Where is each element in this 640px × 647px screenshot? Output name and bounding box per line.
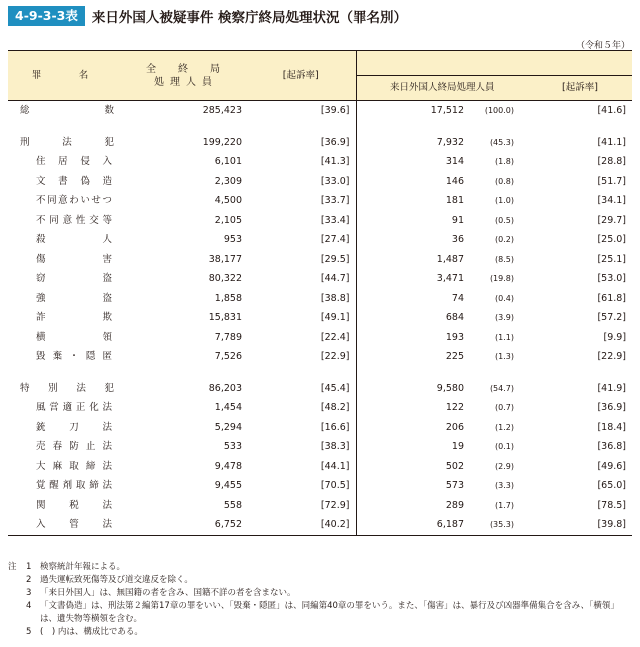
row-all-rate: [29.5]	[320, 253, 350, 265]
row-all-processed: 38,177	[208, 253, 242, 265]
row-foreign-processed: 122	[356, 398, 468, 418]
row-all-rate: [33.4]	[320, 214, 350, 226]
header-all-line2: 処理人員	[154, 76, 218, 88]
row-foreign-rate: [65.0]	[597, 480, 627, 491]
row-foreign-share: (54.7)	[489, 383, 514, 393]
row-foreign-processed: 573	[356, 476, 468, 496]
table-row	[8, 152, 632, 172]
row-foreign-processed: 9,580	[356, 379, 468, 399]
row-foreign-rate: [18.4]	[597, 421, 627, 433]
row-all-processed: 6,752	[126, 515, 246, 535]
row-crime-name: 特別法犯	[20, 382, 114, 394]
row-foreign-rate: [51.7]	[597, 175, 627, 187]
header-spacer	[356, 51, 632, 76]
header-all-line1: 全 終 局	[146, 63, 226, 75]
row-crime-name: 住居侵入	[36, 156, 112, 167]
row-all-processed: 1,454	[214, 402, 242, 413]
row-foreign-share: (19.8)	[489, 274, 514, 283]
note-text: ( ) 内は、構成比である。	[40, 627, 143, 637]
note-label: 注	[8, 562, 17, 572]
row-all-rate: [38.8]	[320, 292, 350, 304]
note-label	[8, 587, 26, 600]
note-label	[8, 600, 26, 626]
row-foreign-share: (0.8)	[495, 176, 514, 186]
row-all-processed: 7,789	[214, 331, 242, 343]
row-all-rate: [39.6]	[320, 105, 350, 116]
row-foreign-share: (45.3)	[489, 137, 514, 147]
row-foreign-rate: [34.1]	[597, 195, 627, 206]
row-foreign-rate: [41.6]	[597, 105, 627, 116]
row-all-processed: 533	[223, 441, 242, 452]
row-foreign-rate: [53.0]	[597, 273, 627, 284]
row-foreign-rate: [41.1]	[597, 136, 627, 148]
row-foreign-rate: [39.8]	[528, 515, 632, 535]
note-number: 4	[26, 601, 32, 611]
row-foreign-share: (8.5)	[495, 254, 514, 264]
row-foreign-processed: 314	[356, 152, 468, 172]
row-crime-name: 売春防止法	[36, 441, 112, 452]
era-note: （令和５年）	[575, 41, 630, 51]
table-row	[8, 211, 632, 231]
note-text: 検察統計年報による。	[40, 562, 126, 572]
row-all-rate: [33.7]	[320, 195, 350, 206]
note-number: 3	[26, 588, 32, 598]
notes	[8, 561, 634, 639]
row-all-processed: 199,220	[202, 136, 242, 148]
row-foreign-share: (35.3)	[468, 515, 528, 535]
row-foreign-share: (0.7)	[495, 403, 514, 412]
row-crime-name: 不同意性交等	[36, 214, 112, 226]
row-crime-name: 詐 欺	[36, 312, 112, 323]
table-row	[8, 269, 632, 289]
row-foreign-processed: 1,487	[356, 250, 468, 270]
row-foreign-processed: 3,471	[356, 269, 468, 289]
row-foreign-processed: 206	[356, 418, 468, 438]
row-foreign-processed: 17,512	[356, 101, 468, 121]
row-all-processed: 9,478	[214, 460, 242, 472]
table-row	[8, 250, 632, 270]
row-all-processed: 86,203	[208, 382, 242, 394]
row-all-rate: [44.7]	[320, 273, 350, 284]
row-all-processed: 285,423	[202, 105, 242, 116]
row-all-processed: 15,831	[208, 312, 242, 323]
note-number: 2	[26, 575, 32, 585]
row-foreign-rate: [36.8]	[597, 441, 627, 452]
row-foreign-share: (3.9)	[495, 313, 514, 322]
row-foreign-processed: 36	[356, 230, 468, 250]
row-foreign-rate: [41.9]	[597, 382, 627, 394]
row-all-processed: 80,322	[208, 273, 242, 284]
row-crime-name: 傷 害	[36, 253, 112, 265]
row-all-rate: [41.3]	[320, 156, 350, 167]
header-rate: [起訴率]	[246, 51, 356, 101]
table-row	[8, 496, 632, 516]
row-foreign-processed: 74	[356, 289, 468, 309]
row-foreign-processed: 181	[356, 191, 468, 211]
header-foreign: 来日外国人終局処理人員	[356, 76, 528, 101]
table-row	[8, 457, 632, 477]
row-foreign-processed: 7,932	[356, 133, 468, 153]
row-crime-name: 刑 法 犯	[20, 136, 114, 148]
row-crime-name: 不同意わいせつ	[36, 195, 112, 206]
row-foreign-share: (1.2)	[495, 422, 514, 432]
row-foreign-processed: 6,187	[356, 515, 468, 535]
title-bar	[8, 6, 407, 26]
row-all-rate: [48.2]	[320, 402, 350, 413]
row-foreign-rate: [9.9]	[603, 331, 627, 343]
header-crime: 罪 名	[8, 51, 126, 101]
data-table	[8, 50, 632, 536]
row-crime-name: 毀棄・隠匿	[36, 351, 112, 362]
row-all-processed: 7,526	[214, 351, 242, 362]
table-row	[8, 191, 632, 211]
row-foreign-processed: 193	[356, 328, 468, 348]
note-number: 1	[26, 562, 32, 572]
row-foreign-rate: [29.7]	[597, 214, 627, 226]
note-item	[8, 574, 634, 587]
row-foreign-processed: 19	[356, 437, 468, 457]
table-row	[8, 347, 632, 367]
note-item	[8, 626, 634, 639]
row-crime-name: 関税法	[36, 499, 112, 511]
note-text: 過失運転致死傷等及び道交違反を除く。	[40, 575, 193, 585]
table-row	[8, 101, 632, 121]
row-foreign-rate: [22.9]	[597, 351, 627, 362]
header-all-processed	[126, 51, 246, 101]
row-foreign-processed: 684	[356, 308, 468, 328]
row-all-processed: 4,500	[214, 195, 242, 206]
row-crime-name: 文書偽造	[36, 175, 112, 187]
row-foreign-processed: 146	[356, 172, 468, 192]
row-foreign-rate: [25.0]	[597, 234, 627, 245]
row-all-rate: [22.4]	[320, 331, 350, 343]
row-all-processed: 2,105	[214, 214, 242, 226]
note-item	[8, 587, 634, 600]
row-foreign-processed: 502	[356, 457, 468, 477]
table-row	[8, 418, 632, 438]
row-crime-name: 窃 盗	[36, 273, 112, 284]
row-crime-name: 銃刀法	[36, 421, 112, 433]
table-number-badge: 4-9-3-3表	[8, 6, 85, 26]
row-foreign-share: (0.1)	[495, 442, 514, 451]
table-row	[8, 437, 632, 457]
row-foreign-rate: [49.6]	[597, 460, 627, 472]
table-row	[8, 476, 632, 496]
row-all-processed: 6,101	[214, 156, 242, 167]
row-foreign-processed: 289	[356, 496, 468, 516]
row-foreign-rate: [61.8]	[597, 292, 627, 304]
row-foreign-rate: [36.9]	[597, 402, 627, 413]
row-all-rate: [45.4]	[320, 382, 350, 394]
row-foreign-share: (100.0)	[484, 106, 514, 115]
row-foreign-share: (1.0)	[495, 196, 514, 205]
row-all-processed: 5,294	[214, 421, 242, 433]
note-text: 「文書偽造」は、刑法第２編第17章の罪をいい、「毀棄・隠匿」は、同編第40章の罪をいう。また、「傷害」は、暴行及び凶器準備集合を含み、「横領」は、遺失物等横領を含む。	[40, 601, 619, 624]
row-all-processed: 2,309	[214, 175, 242, 187]
note-item	[8, 600, 634, 626]
row-foreign-share: (1.7)	[495, 500, 514, 510]
row-crime-name: 風営適正化法	[36, 402, 112, 413]
table-row	[8, 328, 632, 348]
row-all-processed: 1,858	[214, 292, 242, 304]
table-row	[8, 515, 632, 535]
table-row	[8, 289, 632, 309]
row-all-rate: [22.9]	[320, 351, 350, 362]
row-foreign-share: (0.2)	[495, 235, 514, 244]
row-all-rate: [44.1]	[320, 460, 350, 472]
row-foreign-share: (1.1)	[495, 332, 514, 342]
table-row	[8, 133, 632, 153]
table-row	[8, 308, 632, 328]
row-foreign-share: (3.3)	[495, 481, 514, 490]
row-foreign-rate: [78.5]	[597, 499, 627, 511]
spacer-row	[8, 367, 632, 379]
row-foreign-rate: [25.1]	[597, 253, 627, 265]
header-foreign-rate: [起訴率]	[528, 76, 632, 101]
row-foreign-share: (0.5)	[495, 215, 514, 225]
header-row-1	[8, 51, 632, 76]
row-all-rate: [36.9]	[320, 136, 350, 148]
note-item	[8, 561, 634, 574]
row-crime-name: 殺 人	[36, 234, 112, 245]
row-foreign-rate: [57.2]	[597, 312, 627, 323]
row-foreign-processed: 225	[356, 347, 468, 367]
row-foreign-share: (1.3)	[495, 352, 514, 361]
row-all-rate: [27.4]	[320, 234, 350, 245]
note-text: 「来日外国人」は、無国籍の者を含み、国籍不詳の者を含まない。	[40, 588, 296, 598]
note-label	[8, 574, 26, 587]
row-foreign-share: (1.8)	[495, 157, 514, 166]
row-crime-name: 大麻取締法	[36, 460, 112, 472]
row-all-processed: 953	[223, 234, 242, 245]
row-all-rate: [40.2]	[246, 515, 356, 535]
note-label	[8, 626, 26, 639]
note-number: 5	[26, 627, 32, 637]
row-all-processed: 558	[223, 499, 242, 511]
row-foreign-share: (0.4)	[495, 293, 514, 303]
row-all-rate: [70.5]	[320, 480, 350, 491]
row-crime-name: 強 盗	[36, 292, 112, 304]
table-row	[8, 172, 632, 192]
row-crime-name: 横 領	[36, 331, 112, 343]
table-row	[8, 398, 632, 418]
row-all-rate: [72.9]	[320, 499, 350, 511]
row-foreign-processed: 91	[356, 211, 468, 231]
row-crime-name: 総 数	[20, 105, 114, 116]
table-row	[8, 230, 632, 250]
row-crime-name: 入管法	[8, 515, 126, 535]
row-all-rate: [33.0]	[320, 175, 350, 187]
row-all-rate: [16.6]	[320, 421, 350, 433]
row-foreign-share: (2.9)	[495, 461, 514, 471]
row-all-rate: [49.1]	[320, 312, 350, 323]
table-row	[8, 379, 632, 399]
row-foreign-rate: [28.8]	[597, 156, 627, 167]
spacer-row	[8, 121, 632, 133]
table-title: 来日外国人被疑事件 検察庁終局処理状況（罪名別）	[91, 10, 408, 26]
row-all-rate: [38.3]	[320, 441, 350, 452]
row-crime-name: 覚醒剤取締法	[36, 480, 112, 491]
row-all-processed: 9,455	[214, 480, 242, 491]
